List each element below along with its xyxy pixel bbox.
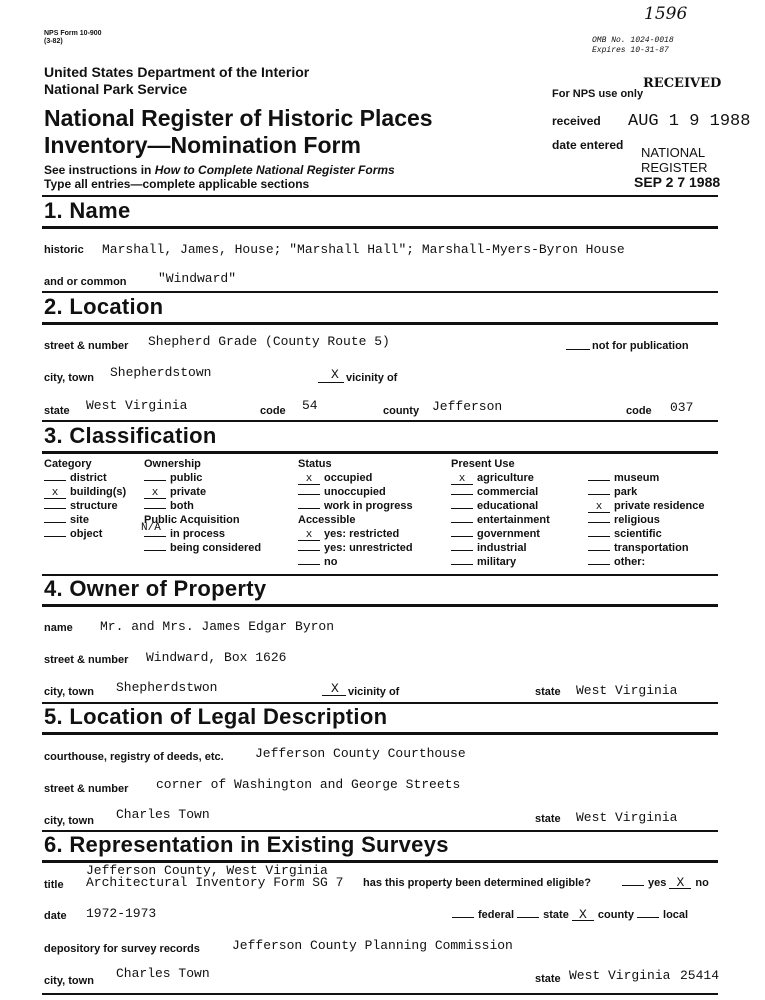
common-name-label: and or common xyxy=(44,276,127,288)
option-label: work in progress xyxy=(324,500,413,512)
public-acquisition-in-process xyxy=(144,527,261,541)
federal-label: federal xyxy=(478,909,515,921)
category-heading: Category xyxy=(44,458,92,470)
present-use-column-1 xyxy=(451,457,550,569)
checkbox[interactable] xyxy=(144,536,166,537)
option-label: scientific xyxy=(614,528,662,540)
option-label: religious xyxy=(614,514,660,526)
nps-use-label: For NPS use only xyxy=(552,88,644,100)
category-column xyxy=(44,457,126,541)
register-stamp-line2: REGISTER xyxy=(641,160,708,175)
courthouse-label: courthouse, registry of deeds, etc. xyxy=(44,751,224,763)
checkbox[interactable]: x xyxy=(451,474,473,485)
section3-bottom-rule xyxy=(42,451,718,454)
checkbox[interactable] xyxy=(144,480,166,481)
received-stamp: RECEIVED xyxy=(643,76,722,91)
legal-state-value: West Virginia xyxy=(576,810,678,825)
owner-name-value: Mr. and Mrs. James Edgar Byron xyxy=(100,619,335,634)
county-checkbox[interactable]: X xyxy=(572,910,594,921)
instructions-line2: Type all entries—complete applicable sections xyxy=(44,177,310,191)
section4-bottom-rule xyxy=(42,604,718,607)
option-label: unoccupied xyxy=(324,486,386,498)
service-name: National Park Service xyxy=(44,81,188,97)
street-number-label: street & number xyxy=(44,340,129,352)
section1-heading: 1. Name xyxy=(44,198,131,223)
federal-checkbox[interactable] xyxy=(452,917,474,918)
option-label: both xyxy=(170,500,194,512)
common-name-value: "Windward" xyxy=(158,271,237,286)
checkbox[interactable] xyxy=(588,522,610,523)
option-label: yes: restricted xyxy=(324,528,400,540)
category-object xyxy=(44,527,126,541)
legal-city-label: city, town xyxy=(44,815,94,827)
option-label: yes: unrestricted xyxy=(324,542,413,554)
historic-value: Marshall, James, House; "Marshall Hall"; Marshall-Myers-Byron House xyxy=(102,242,625,257)
handwritten-number: 1596 xyxy=(644,4,688,24)
register-stamp-date: SEP 2 7 1988 xyxy=(634,174,721,190)
option-label: museum xyxy=(614,472,660,484)
ownership-column xyxy=(144,457,261,555)
legal-street-label: street & number xyxy=(44,783,129,795)
category-buildings xyxy=(44,485,126,499)
use-agriculture xyxy=(451,471,550,485)
accessible-heading: Accessible xyxy=(298,514,356,526)
survey-state-value: West Virginia xyxy=(569,968,671,983)
city-town-label: city, town xyxy=(44,372,94,384)
legal-state-label: state xyxy=(535,813,561,825)
checkbox[interactable] xyxy=(298,564,320,565)
section6-heading: 6. Representation in Existing Surveys xyxy=(44,832,449,857)
use-museum xyxy=(588,471,705,485)
option-label: agriculture xyxy=(477,472,534,484)
public-acquisition-being-considered xyxy=(144,541,261,555)
state-value: West Virginia xyxy=(86,398,188,413)
checkbox[interactable] xyxy=(144,550,166,551)
depository-value: Jefferson County Planning Commission xyxy=(232,938,513,953)
expires-date: Expires 10-31-87 xyxy=(592,46,669,55)
date-entered-label: date entered xyxy=(552,138,624,152)
checkbox[interactable] xyxy=(451,564,473,565)
county-code-label: code xyxy=(626,405,652,417)
received-date: AUG 1 9 1988 xyxy=(628,112,751,131)
use-transportation xyxy=(588,541,705,555)
use-military xyxy=(451,555,550,569)
local-label: local xyxy=(663,909,689,921)
county-code-value: 037 xyxy=(670,400,694,415)
option-label: in process xyxy=(170,528,226,540)
survey-date-value: 1972-1973 xyxy=(86,906,157,921)
option-label: public xyxy=(170,472,203,484)
option-label: building(s) xyxy=(70,486,127,498)
owner-vicinity-label: vicinity of xyxy=(348,686,400,698)
accessible-no xyxy=(298,555,413,569)
survey-level-options xyxy=(452,909,688,921)
checkbox[interactable] xyxy=(451,508,473,509)
eligible-question: has this property been determined eligible? xyxy=(363,877,591,889)
section1-bottom-rule xyxy=(42,226,718,229)
checkbox[interactable] xyxy=(451,550,473,551)
section2-top-rule xyxy=(42,291,718,293)
page-bottom-rule xyxy=(42,993,718,995)
checkbox[interactable] xyxy=(588,550,610,551)
ownership-private xyxy=(144,485,261,499)
state-label: state xyxy=(44,405,70,417)
city-town-value: Shepherdstown xyxy=(110,365,212,380)
owner-city-label: city, town xyxy=(44,686,94,698)
eligible-no-checkbox[interactable]: X xyxy=(669,878,691,889)
use-industrial xyxy=(451,541,550,555)
accessible-yes-unrestricted xyxy=(298,541,413,555)
section1-top-rule xyxy=(42,195,718,197)
section2-bottom-rule xyxy=(42,322,718,325)
checkbox[interactable] xyxy=(588,564,610,565)
form-revision: (3-82) xyxy=(44,38,63,45)
owner-name-label: name xyxy=(44,622,73,634)
option-label: private residence xyxy=(614,500,705,512)
status-occupied xyxy=(298,471,413,485)
checkbox[interactable] xyxy=(144,508,166,509)
accessible-yes-restricted xyxy=(298,527,413,541)
survey-title-line1: Jefferson County, West Virginia xyxy=(86,863,328,878)
checkbox[interactable] xyxy=(44,508,66,509)
owner-state-label: state xyxy=(535,686,561,698)
section5-bottom-rule xyxy=(42,732,718,735)
checkbox[interactable] xyxy=(588,494,610,495)
state-code-label: code xyxy=(260,405,286,417)
option-label: site xyxy=(70,514,89,526)
status-heading: Status xyxy=(298,458,332,470)
option-label: military xyxy=(477,556,517,568)
section3-heading: 3. Classification xyxy=(44,423,217,448)
department-name: United States Department of the Interior xyxy=(44,64,310,80)
category-structure xyxy=(44,499,126,513)
use-government xyxy=(451,527,550,541)
ownership-public xyxy=(144,471,261,485)
state-code-value: 54 xyxy=(302,398,318,413)
owner-street-value: Windward, Box 1626 xyxy=(146,650,287,665)
checkbox[interactable] xyxy=(298,494,320,495)
vicinity-blank xyxy=(318,382,344,383)
use-religious xyxy=(588,513,705,527)
survey-city-value: Charles Town xyxy=(116,966,210,981)
state-checkbox[interactable] xyxy=(517,917,539,918)
state-level-label: state xyxy=(543,909,569,921)
use-private-residence xyxy=(588,499,705,513)
eligible-yes-checkbox[interactable] xyxy=(622,885,644,886)
instructions-line1 xyxy=(44,163,395,177)
checkbox[interactable] xyxy=(588,536,610,537)
owner-vicinity-mark: X xyxy=(331,681,339,696)
status-column xyxy=(298,457,413,569)
received-label: received xyxy=(552,114,601,128)
option-label: occupied xyxy=(324,472,373,484)
option-label: being considered xyxy=(170,542,262,554)
option-label: district xyxy=(70,472,107,484)
county-value: Jefferson xyxy=(432,399,503,414)
section3-top-rule xyxy=(42,420,718,422)
checkbox[interactable] xyxy=(298,550,320,551)
local-checkbox[interactable] xyxy=(637,917,659,918)
legal-street-value: corner of Washington and George Streets xyxy=(156,777,461,792)
option-label: educational xyxy=(477,500,539,512)
form-title-line2: Inventory—Nomination Form xyxy=(44,132,361,158)
survey-date-label: date xyxy=(44,910,67,922)
eligible-no-label: no xyxy=(695,877,709,889)
county-label: county xyxy=(383,405,420,417)
use-scientific xyxy=(588,527,705,541)
public-acquisition-na-note: N/A xyxy=(141,522,161,534)
checkbox[interactable]: x xyxy=(588,502,610,513)
ownership-heading: Ownership xyxy=(144,458,201,470)
option-label: private xyxy=(170,486,207,498)
category-district xyxy=(44,471,126,485)
survey-title-label: title xyxy=(44,879,64,891)
option-label: structure xyxy=(70,500,118,512)
checkbox[interactable]: x xyxy=(44,488,66,499)
historic-label: historic xyxy=(44,244,84,256)
survey-title-line2: Architectural Inventory Form SG 7 xyxy=(86,875,344,890)
option-label: park xyxy=(614,486,638,498)
ownership-both xyxy=(144,499,261,513)
use-educational xyxy=(451,499,550,513)
checkbox[interactable]: x xyxy=(298,530,320,541)
checkbox[interactable] xyxy=(44,536,66,537)
option-label: industrial xyxy=(477,542,527,554)
instructions-title: How to Complete National Register Forms xyxy=(154,163,395,177)
owner-state-value: West Virginia xyxy=(576,683,678,698)
category-site xyxy=(44,513,126,527)
checkbox[interactable] xyxy=(451,522,473,523)
not-for-publication-label: not for publication xyxy=(592,340,689,352)
vicinity-mark: X xyxy=(331,367,339,382)
option-label: object xyxy=(70,528,103,540)
checkbox[interactable] xyxy=(451,536,473,537)
option-label: commercial xyxy=(477,486,539,498)
checkbox[interactable] xyxy=(44,522,66,523)
eligible-yes-label: yes xyxy=(648,877,667,889)
status-work-in-progress xyxy=(298,499,413,513)
public-acquisition-heading: Public Acquisition xyxy=(144,514,240,526)
checkbox[interactable] xyxy=(588,480,610,481)
survey-state-label: state xyxy=(535,973,561,985)
eligible-options xyxy=(622,877,709,889)
option-label: entertainment xyxy=(477,514,550,526)
omb-number: OMB No. 1024-0018 xyxy=(592,36,674,45)
checkbox[interactable]: x xyxy=(144,488,166,499)
street-number-value: Shepherd Grade (County Route 5) xyxy=(148,334,390,349)
checkbox[interactable] xyxy=(451,494,473,495)
status-unoccupied xyxy=(298,485,413,499)
register-stamp-line1: NATIONAL xyxy=(641,145,706,160)
option-label: no xyxy=(324,556,338,568)
option-label: transportation xyxy=(614,542,689,554)
present-use-heading: Present Use xyxy=(451,458,515,470)
survey-city-label: city, town xyxy=(44,975,94,987)
owner-street-label: street & number xyxy=(44,654,129,666)
use-entertainment xyxy=(451,513,550,527)
use-commercial xyxy=(451,485,550,499)
section4-heading: 4. Owner of Property xyxy=(44,576,267,601)
present-use-column-2 xyxy=(588,471,705,569)
depository-label: depository for survey records xyxy=(44,943,200,955)
checkbox[interactable]: x xyxy=(298,474,320,485)
checkbox[interactable] xyxy=(298,508,320,509)
option-label: other: xyxy=(614,556,646,568)
use-other xyxy=(588,555,705,569)
vicinity-label: vicinity of xyxy=(346,372,398,384)
form-number: NPS Form 10-900 xyxy=(44,30,102,37)
not-for-publication-blank xyxy=(566,349,590,350)
form-title-line1: National Register of Historic Places xyxy=(44,105,433,131)
survey-zip-value: 25414 xyxy=(680,968,720,983)
option-label: government xyxy=(477,528,540,540)
checkbox[interactable] xyxy=(44,480,66,481)
legal-city-value: Charles Town xyxy=(116,807,210,822)
section2-heading: 2. Location xyxy=(44,294,164,319)
courthouse-value: Jefferson County Courthouse xyxy=(255,746,466,761)
section5-heading: 5. Location of Legal Description xyxy=(44,704,388,729)
use-park xyxy=(588,485,705,499)
instructions-prefix: See instructions in xyxy=(44,163,155,177)
owner-city-value: Shepherdstwon xyxy=(116,680,218,695)
county-level-label: county xyxy=(597,909,634,921)
